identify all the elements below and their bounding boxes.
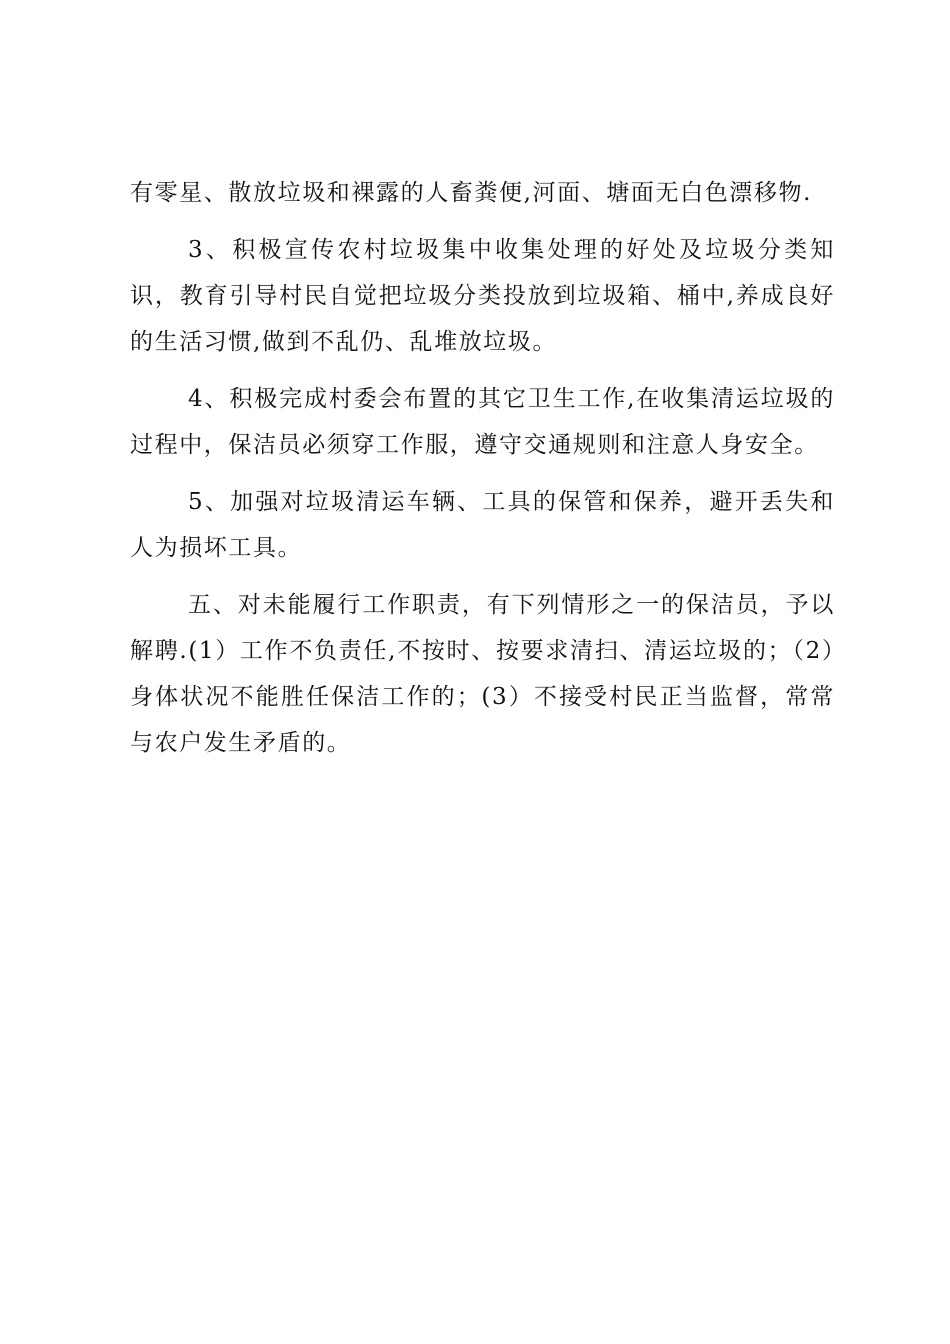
paragraph-item-3: 3、积极宣传农村垃圾集中收集处理的好处及垃圾分类知识，教育引导村民自觉把垃圾分类投放到垃圾箱、桶中,养成良好的生活习惯,做到不乱仍、乱堆放垃圾。 xyxy=(130,237,835,355)
paragraph-item-5: 5、加强对垃圾清运车辆、工具的保管和保养，避开丢失和人为损坏工具。 xyxy=(130,489,835,561)
paragraph-item-4: 4、积极完成村委会布置的其它卫生工作,在收集清运垃圾的过程中，保洁员必须穿工作服，遵守交通规则和注意人身安全。 xyxy=(130,386,835,458)
paragraph-continued: 有零星、散放垃圾和裸露的人畜粪便,河面、塘面无白色漂移物. xyxy=(130,180,813,206)
document-body xyxy=(130,170,835,777)
paragraph-section-5: 五、对未能履行工作职责，有下列情形之一的保洁员，予以解聘.(1）工作不负责任,不按时、按要求清扫、清运垃圾的；（2）身体状况不能胜任保洁工作的；(3）不接受村民正当监督，常常与农户发生矛盾的。 xyxy=(130,592,835,756)
